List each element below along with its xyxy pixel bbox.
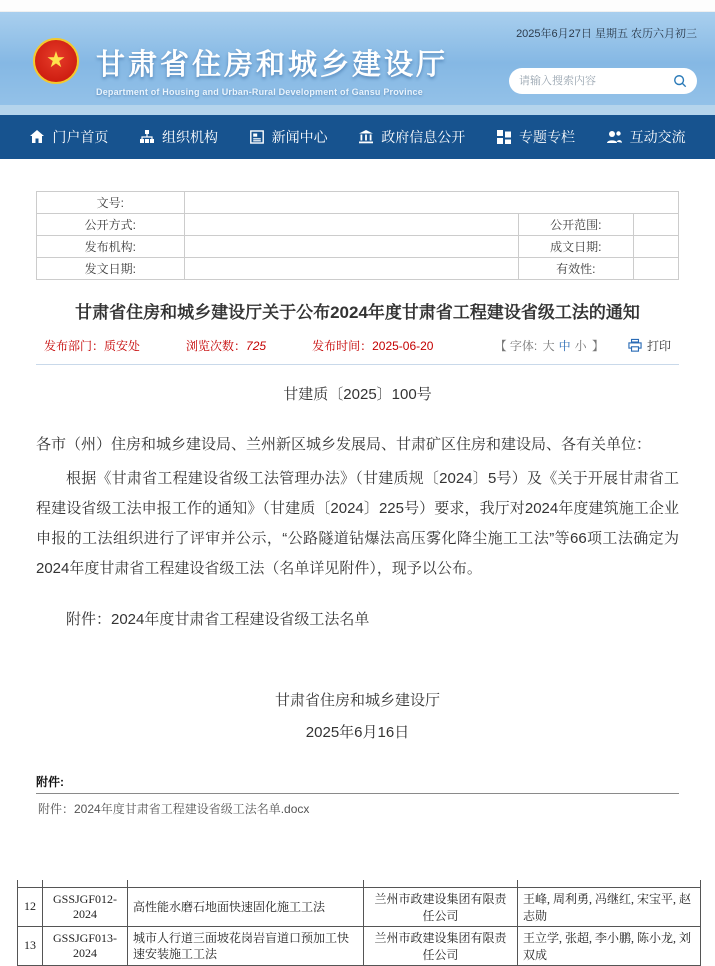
- browser-top-strip: [0, 0, 715, 12]
- national-emblem-logo: [33, 38, 79, 84]
- font-medium-button[interactable]: 中: [558, 339, 571, 353]
- table-row: [37, 192, 679, 214]
- article-content: [0, 191, 715, 966]
- view-count: 浏览次数：725: [186, 339, 267, 353]
- printer-icon: [628, 339, 642, 352]
- method-list-table: [17, 880, 701, 966]
- people-icon: [606, 129, 623, 145]
- table-row: [18, 926, 701, 965]
- meta-label-doc-number: 文号:: [37, 192, 185, 214]
- nav-label: 互动交流: [629, 129, 686, 145]
- meta-label: 公开范围:: [518, 214, 634, 236]
- meta-value: [634, 236, 679, 258]
- font-small-button[interactable]: 小: [574, 339, 587, 353]
- document-number: 甘建质〔2025〕100号: [283, 386, 432, 403]
- gov-building-icon: [358, 129, 374, 145]
- meta-value: [634, 214, 679, 236]
- method-name: 城市人行道三面坡花岗岩盲道口预加工快速安装施工工法: [128, 926, 364, 965]
- table-row: [37, 214, 679, 236]
- method-company: 兰州市政建设集团有限责任公司: [364, 926, 518, 965]
- meta-value-doc-number: [184, 192, 678, 214]
- table-row: [37, 236, 679, 258]
- meta-label: 成文日期:: [518, 236, 634, 258]
- meta-value: [184, 258, 518, 280]
- signer-name: 甘肃省住房和城乡建设厅: [274, 692, 440, 709]
- nav-label: 新闻中心: [271, 129, 328, 145]
- article-title: 甘肃省住房和城乡建设厅关于公布2024年度甘肃省工程建设省级工法的通知: [75, 303, 640, 322]
- attachments-section: [36, 773, 679, 823]
- attachment-reference: 附件：2024年度甘肃省工程建设省级工法名单: [66, 611, 370, 628]
- print-button[interactable]: [628, 337, 671, 354]
- font-large-button[interactable]: 大: [542, 339, 555, 353]
- nav-label: 政府信息公开: [381, 129, 466, 145]
- method-no: 12: [18, 887, 43, 926]
- meta-label: 有效性:: [518, 258, 634, 280]
- article-meta-bar: [36, 337, 679, 365]
- site-title-cn: 甘肃省住房和城乡建设厅: [96, 49, 449, 81]
- method-list-table-wrap: [17, 880, 692, 966]
- publish-time: 发布时间：2025-06-20: [312, 339, 434, 353]
- site-title-block: [96, 42, 448, 97]
- site-title-en: Department of Housing and Urban-Rural Development of Gansu Province: [96, 87, 423, 97]
- method-code: GSSJGF013-2024: [43, 926, 128, 965]
- attachment-file-link[interactable]: 附件：2024年度甘肃省工程建设省级工法名单.docx: [38, 802, 310, 816]
- org-chart-icon: [139, 129, 155, 145]
- nav-label: 组织机构: [161, 129, 218, 145]
- home-icon: [29, 129, 45, 145]
- meta-value: [184, 236, 518, 258]
- method-company: 兰州市政建设集团有限责任公司: [364, 887, 518, 926]
- publish-dept: 发布部门：质安处: [44, 339, 141, 353]
- attachments-heading: 附件:: [36, 775, 64, 789]
- table-row: [18, 887, 701, 926]
- search-box[interactable]: [509, 68, 697, 94]
- nav-label: 门户首页: [52, 129, 109, 145]
- font-size-control: 【 字体: 大 中 小 】: [494, 339, 604, 353]
- table-row-clipped: [18, 880, 701, 887]
- nav-item-organization[interactable]: [139, 127, 218, 147]
- nav-label: 专题专栏: [518, 129, 575, 145]
- nav-item-interaction[interactable]: [606, 127, 686, 147]
- salutation: 各市（州）住房和城乡建设局、兰州新区城乡发展局、甘肃矿区住房和建设局、各有关单位：: [36, 436, 652, 453]
- document-meta-table: [36, 191, 679, 280]
- meta-value: [184, 214, 518, 236]
- sign-date: 2025年6月16日: [305, 724, 410, 741]
- banner-bottom-strip: [0, 105, 715, 115]
- news-icon: [249, 129, 265, 145]
- nav-item-news[interactable]: [249, 127, 328, 147]
- print-label: 打印: [646, 339, 671, 353]
- meta-value: [634, 258, 679, 280]
- method-code: GSSJGF012-2024: [43, 887, 128, 926]
- meta-label: 公开方式:: [37, 214, 185, 236]
- method-no: 13: [18, 926, 43, 965]
- body-paragraph: 根据《甘肃省工程建设省级工法管理办法》（甘建质规〔2024〕5号）及《关于开展甘肃省工程建设省级工法申报工作的通知》（甘建质〔2024〕225号）要求，我厅对2024年度建筑施工企业申报的工法组织进行了评审并公示，“公路隧道钻爆法高压雾化降尘施工工法”等66项工法确定为2024年度甘肃省工程建设省级工法（名单详见附件），现予以公布。: [36, 470, 679, 577]
- meta-label: 发布机构:: [37, 236, 185, 258]
- method-name: 高性能水磨石地面快速固化施工工法: [128, 887, 364, 926]
- site-banner: [0, 12, 715, 105]
- search-input[interactable]: [519, 75, 673, 87]
- main-nav: [0, 115, 715, 159]
- meta-label: 发文日期:: [37, 258, 185, 280]
- nav-item-special-topics[interactable]: [496, 127, 575, 147]
- nav-item-home[interactable]: [29, 127, 108, 147]
- table-row: [37, 258, 679, 280]
- emblem-star-icon: ★: [46, 46, 66, 72]
- method-authors: 王峰, 周利勇, 冯继红, 宋宝平, 赵志勋: [518, 887, 701, 926]
- signature-block: [36, 685, 679, 749]
- grid-icon: [496, 129, 512, 145]
- method-authors: 王立学, 张超, 李小鹏, 陈小龙, 刘双成: [518, 926, 701, 965]
- search-icon[interactable]: [673, 74, 687, 88]
- nav-item-gov-info[interactable]: [358, 127, 465, 147]
- date-line: 2025年6月27日 星期五 农历六月初三: [516, 28, 697, 40]
